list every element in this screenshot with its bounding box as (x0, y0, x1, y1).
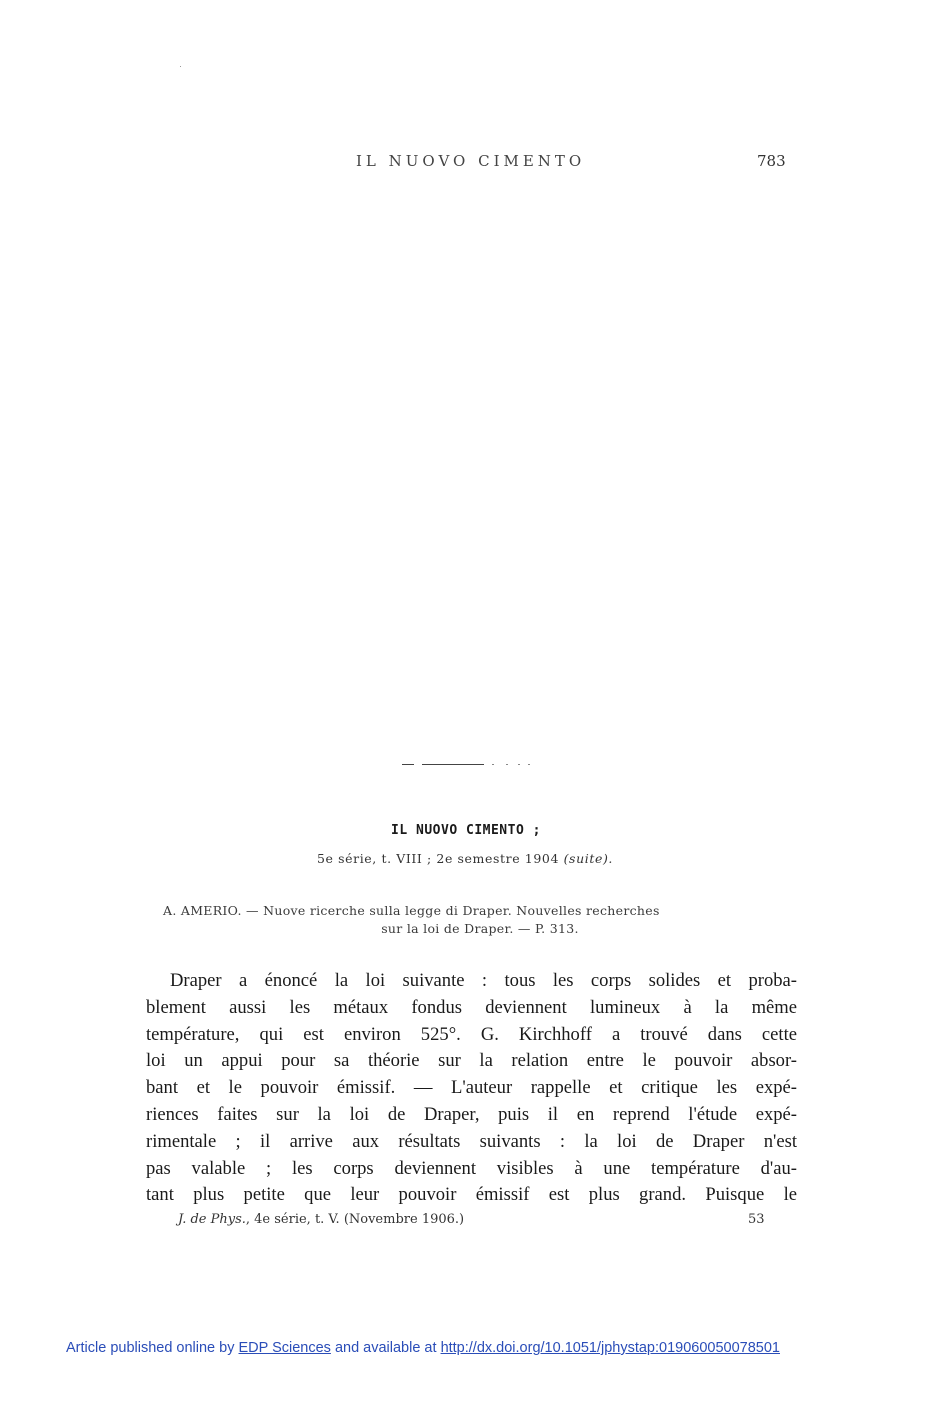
body-line: loi un appui pour sa théorie sur la relation entre le pouvoir absor- (146, 1050, 797, 1072)
doi-link[interactable]: http://dx.doi.org/10.1051/jphystap:019060050078501 (440, 1340, 780, 1356)
article-reference-line: sur la loi de Draper. — P. 313. (381, 921, 579, 936)
article-reference (163, 902, 777, 938)
page-number: 783 (757, 152, 786, 170)
divider-dot (492, 764, 494, 765)
body-line: bant et le pouvoir émissif. — L'auteur rappelle et critique les expé- (146, 1077, 797, 1099)
sheet-number: 53 (748, 1212, 765, 1227)
section-title: IL NUOVO CIMENTO ; (391, 822, 541, 838)
running-title: IL NUOVO CIMENTO (356, 152, 586, 170)
journal-details: , 4e série, t. V. (Novembre 1906.) (245, 1212, 465, 1227)
body-line: température, qui est environ 525°. G. Kirchhoff a trouvé dans cette (146, 1023, 797, 1045)
body-line: pas valable ; les corps deviennent visibles à une température d'au- (146, 1157, 797, 1179)
page-footer (0, 1212, 930, 1232)
publication-middle: and available at (330, 1340, 441, 1356)
body-line: Draper a énoncé la loi suivante : tous les corps solides et proba- (170, 970, 797, 991)
body-line: rimentale ; il arrive aux résultats suivants : la loi de Draper n'est (146, 1130, 797, 1152)
journal-reference (178, 1212, 464, 1227)
article-body (146, 968, 797, 1209)
section-divider (402, 762, 530, 768)
publication-note (66, 1340, 780, 1356)
series-text: 5e série, t. VIII ; 2e semestre 1904 (317, 851, 564, 866)
publisher-link[interactable]: EDP Sciences (238, 1340, 331, 1356)
divider-dot (506, 764, 508, 765)
divider-segment (422, 764, 484, 765)
journal-title: J. de Phys. (178, 1212, 246, 1227)
divider-dot (518, 764, 520, 765)
scan-speck (180, 66, 181, 67)
divider-segment (402, 764, 414, 765)
series-suite: (suite). (563, 851, 613, 866)
running-header (0, 152, 930, 176)
divider-dot (528, 764, 530, 765)
series-info (0, 851, 930, 866)
body-line: blement aussi les métaux fondus deviennent lumineux à la même (146, 996, 797, 1018)
body-line: tant plus petite que leur pouvoir émissif est plus grand. Puisque le (146, 1184, 797, 1206)
article-reference-line: A. AMERIO. — Nuove ricerche sulla legge di Draper. Nouvelles recherches (163, 903, 660, 918)
publication-prefix: Article published online by (66, 1340, 239, 1356)
body-line: riences faites sur la loi de Draper, puis il en reprend l'étude expé- (146, 1103, 797, 1125)
